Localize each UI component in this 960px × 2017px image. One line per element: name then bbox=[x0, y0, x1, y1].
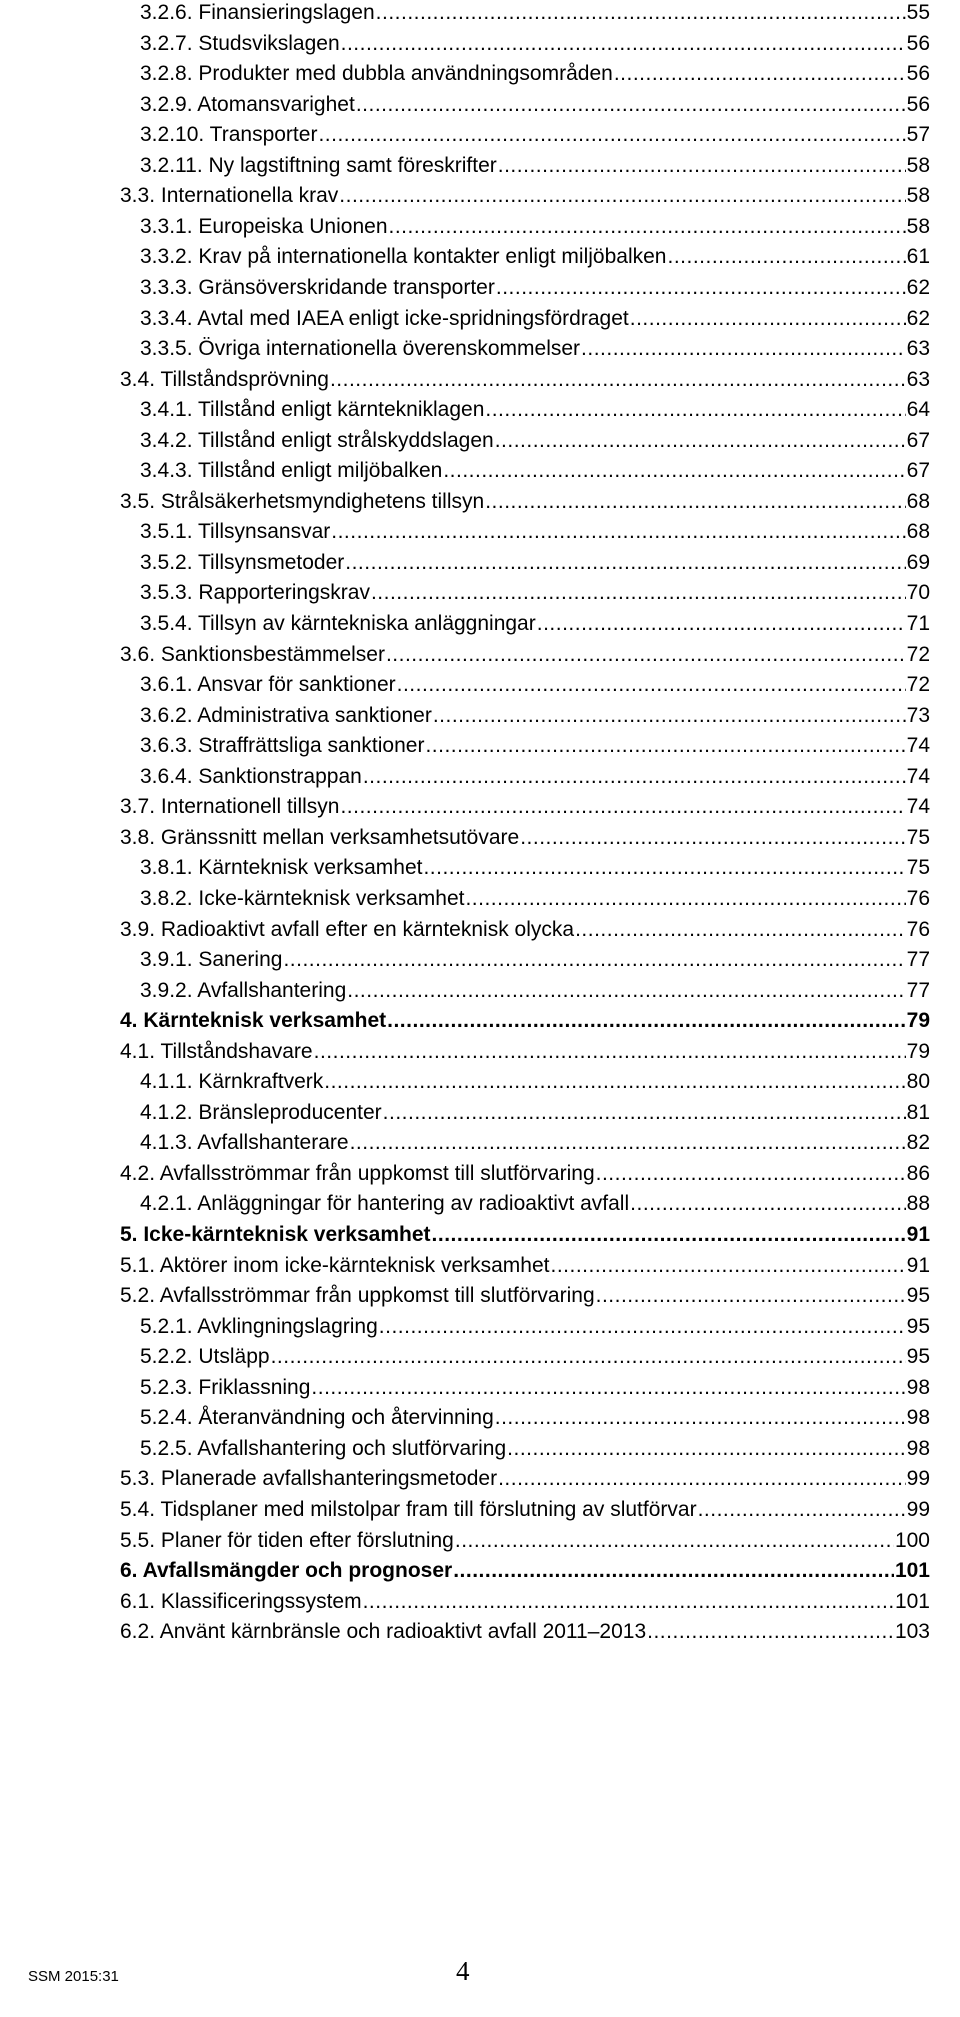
toc-entry-title: 3.4. Tillståndsprövning bbox=[120, 367, 329, 391]
toc-entry-title: 5.3. Planerade avfallshanteringsmetoder bbox=[120, 1467, 498, 1491]
toc-dot-leader bbox=[379, 1313, 906, 1341]
toc-dot-leader bbox=[575, 916, 906, 944]
toc-entry[interactable] bbox=[120, 488, 930, 516]
toc-entry-title: 3.9.1. Sanering bbox=[140, 948, 283, 972]
toc-entry[interactable] bbox=[120, 1038, 930, 1066]
toc-entry[interactable] bbox=[140, 335, 930, 363]
toc-dot-leader bbox=[498, 1465, 906, 1493]
toc-entry[interactable] bbox=[140, 152, 930, 180]
toc-entry-title: 3.3.4. Avtal med IAEA enligt icke-spridningsfördraget bbox=[140, 306, 629, 330]
toc-entry-page: 67 bbox=[906, 428, 930, 452]
toc-dot-leader bbox=[341, 30, 906, 58]
toc-entry[interactable] bbox=[140, 1068, 930, 1096]
toc-dot-leader bbox=[271, 1343, 906, 1371]
toc-entry-page: 63 bbox=[906, 367, 930, 391]
toc-entry[interactable] bbox=[140, 30, 930, 58]
toc-entry[interactable] bbox=[140, 1099, 930, 1127]
toc-entry[interactable] bbox=[140, 1404, 930, 1432]
toc-entry-page: 75 bbox=[906, 825, 930, 849]
toc-entry-page: 74 bbox=[906, 734, 930, 758]
toc-entry-page: 99 bbox=[906, 1467, 930, 1491]
toc-entry-page: 70 bbox=[906, 581, 930, 605]
toc-entry[interactable] bbox=[140, 274, 930, 302]
toc-entry-title: 5.2.2. Utsläpp bbox=[140, 1345, 270, 1369]
toc-entry-page: 81 bbox=[906, 1100, 930, 1124]
toc-entry-title: 3.6. Sanktionsbestämmelser bbox=[120, 642, 385, 666]
toc-dot-leader bbox=[363, 763, 906, 791]
toc-entry-title: 4.1. Tillståndshavare bbox=[120, 1039, 313, 1063]
toc-dot-leader bbox=[347, 977, 905, 1005]
toc-dot-leader bbox=[345, 549, 905, 577]
toc-dot-leader bbox=[485, 488, 905, 516]
toc-dot-leader bbox=[363, 1588, 894, 1616]
toc-entry-page: 68 bbox=[906, 520, 930, 544]
toc-entry-page: 98 bbox=[906, 1436, 930, 1460]
toc-entry-title: 5. Icke-kärnteknisk verksamhet bbox=[120, 1223, 431, 1246]
toc-dot-leader bbox=[614, 60, 906, 88]
toc-entry[interactable] bbox=[120, 1465, 930, 1493]
toc-entry-page: 74 bbox=[906, 764, 930, 788]
toc-entry-page: 62 bbox=[906, 306, 930, 330]
toc-entry[interactable] bbox=[120, 1252, 930, 1280]
toc-entry-page: 101 bbox=[894, 1589, 930, 1613]
toc-entry-page: 95 bbox=[906, 1314, 930, 1338]
toc-entry-page: 58 bbox=[906, 184, 930, 208]
toc-dot-leader bbox=[314, 1038, 906, 1066]
toc-entry[interactable] bbox=[140, 1190, 930, 1218]
toc-dot-leader bbox=[389, 213, 906, 241]
toc-entry-title: 4.1.1. Kärnkraftverk bbox=[140, 1070, 324, 1094]
toc-entry-title: 5.2.5. Avfallshantering och slutförvaring bbox=[140, 1436, 507, 1460]
toc-entry-page: 75 bbox=[906, 856, 930, 880]
toc-entry[interactable] bbox=[140, 243, 930, 271]
toc-entry-page: 58 bbox=[906, 214, 930, 238]
toc-entry-title: 4. Kärnteknisk verksamhet bbox=[120, 1009, 387, 1033]
toc-entry[interactable] bbox=[140, 763, 930, 791]
toc-dot-leader bbox=[356, 91, 906, 119]
toc-dot-leader bbox=[537, 610, 906, 638]
toc-dot-leader bbox=[581, 335, 906, 363]
toc-dot-leader bbox=[495, 427, 906, 455]
toc-entry-page: 73 bbox=[906, 703, 930, 727]
toc-dot-leader bbox=[630, 305, 906, 333]
toc-entry-title: 3.4.1. Tillstånd enligt kärntekniklagen bbox=[140, 398, 485, 422]
toc-entry-page: 56 bbox=[906, 31, 930, 55]
toc-entry-title: 3.8.2. Icke-kärnteknisk verksamhet bbox=[140, 886, 465, 910]
toc-entry-page: 63 bbox=[906, 337, 930, 361]
toc-dot-leader bbox=[311, 1374, 905, 1402]
toc-entry-title: 3.6.2. Administrativa sanktioner bbox=[140, 703, 432, 727]
toc-entry-page: 91 bbox=[906, 1223, 930, 1246]
toc-dot-leader bbox=[331, 518, 905, 546]
toc-entry-page: 64 bbox=[906, 398, 930, 422]
toc-entry-page: 57 bbox=[906, 123, 930, 147]
toc-entry-page: 79 bbox=[906, 1039, 930, 1063]
toc-entry[interactable] bbox=[140, 213, 930, 241]
toc-entry-page: 99 bbox=[906, 1497, 930, 1521]
toc-entry-title: 3.2.10. Transporter bbox=[140, 123, 318, 147]
toc-dot-leader bbox=[485, 396, 905, 424]
toc-entry-title: 4.1.3. Avfallshanterare bbox=[140, 1131, 349, 1155]
toc-dot-leader bbox=[433, 702, 906, 730]
toc-dot-leader bbox=[507, 1435, 905, 1463]
toc-entry[interactable] bbox=[140, 885, 930, 913]
toc-entry-title: 3.2.8. Produkter med dubbla användningsområden bbox=[140, 62, 613, 86]
toc-entry[interactable] bbox=[120, 1496, 930, 1524]
toc-entry[interactable] bbox=[120, 916, 930, 944]
toc-entry-title: 3.4.3. Tillstånd enligt miljöbalken bbox=[140, 459, 443, 483]
toc-entry[interactable] bbox=[140, 732, 930, 760]
toc-dot-leader bbox=[647, 1618, 894, 1646]
toc-entry-page: 98 bbox=[906, 1406, 930, 1430]
toc-entry-page: 101 bbox=[894, 1559, 930, 1583]
toc-dot-leader bbox=[596, 1160, 906, 1188]
toc-entry-page: 67 bbox=[906, 459, 930, 483]
toc-entry-page: 68 bbox=[906, 489, 930, 513]
toc-entry[interactable] bbox=[140, 1435, 930, 1463]
toc-entry-page: 95 bbox=[906, 1345, 930, 1369]
toc-entry[interactable] bbox=[140, 1313, 930, 1341]
toc-entry-page: 88 bbox=[906, 1192, 930, 1216]
toc-entry[interactable] bbox=[140, 0, 930, 27]
toc-dot-leader bbox=[425, 732, 905, 760]
toc-entry-page: 56 bbox=[906, 92, 930, 116]
toc-entry[interactable] bbox=[140, 854, 930, 882]
toc-entry-title: 4.2. Avfallsströmmar från uppkomst till slutförvaring bbox=[120, 1161, 595, 1185]
toc-dot-leader bbox=[551, 1252, 906, 1280]
toc-entry[interactable] bbox=[140, 427, 930, 455]
toc-entry[interactable] bbox=[140, 1374, 930, 1402]
toc-entry[interactable] bbox=[140, 305, 930, 333]
toc-dot-leader bbox=[283, 946, 905, 974]
toc-entry[interactable] bbox=[120, 1221, 930, 1249]
toc-entry-page: 80 bbox=[906, 1070, 930, 1094]
toc-entry-title: 3.5.1. Tillsynsansvar bbox=[140, 520, 331, 544]
toc-entry[interactable] bbox=[140, 671, 930, 699]
toc-entry-title: 3.3.1. Europeiska Unionen bbox=[140, 214, 388, 238]
toc-entry-title: 5.2.4. Återanvändning och återvinning bbox=[140, 1406, 494, 1430]
toc-entry[interactable] bbox=[120, 641, 930, 669]
toc-entry[interactable] bbox=[140, 1129, 930, 1157]
toc-entry[interactable] bbox=[140, 579, 930, 607]
toc-entry[interactable] bbox=[140, 396, 930, 424]
toc-entry-title: 3.5.4. Tillsyn av kärntekniska anläggningar bbox=[140, 612, 536, 635]
toc-entry-page: 69 bbox=[906, 550, 930, 574]
toc-entry[interactable] bbox=[140, 702, 930, 730]
toc-entry[interactable] bbox=[140, 121, 930, 149]
toc-entry[interactable] bbox=[120, 1588, 930, 1616]
toc-entry-page: 55 bbox=[906, 1, 930, 24]
toc-dot-leader bbox=[630, 1190, 905, 1218]
toc-dot-leader bbox=[350, 1129, 906, 1157]
toc-entry-page: 72 bbox=[906, 673, 930, 697]
toc-dot-leader bbox=[330, 366, 906, 394]
toc-entry-title: 3.3.5. Övriga internationella överenskommelser bbox=[140, 337, 581, 361]
toc-entry-page: 95 bbox=[906, 1284, 930, 1308]
toc-entry[interactable] bbox=[120, 824, 930, 852]
toc-dot-leader bbox=[443, 457, 905, 485]
toc-dot-leader bbox=[698, 1496, 906, 1524]
toc-dot-leader bbox=[376, 0, 906, 27]
toc-dot-leader bbox=[667, 243, 905, 271]
toc-entry[interactable] bbox=[120, 366, 930, 394]
toc-entry-title: 3.6.4. Sanktionstrappan bbox=[140, 764, 362, 788]
toc-entry-title: 3.6.1. Ansvar för sanktioner bbox=[140, 673, 396, 697]
toc-entry-title: 3.2.6. Finansieringslagen bbox=[140, 1, 375, 24]
toc-entry-page: 86 bbox=[906, 1161, 930, 1185]
toc-entry-title: 3.6.3. Straffrättsliga sanktioner bbox=[140, 734, 425, 758]
toc-entry-page: 103 bbox=[894, 1620, 930, 1644]
toc-entry-title: 5.2.3. Friklassning bbox=[140, 1375, 311, 1399]
toc-entry-title: 5.5. Planer för tiden efter förslutning bbox=[120, 1528, 454, 1552]
toc-entry[interactable] bbox=[140, 610, 930, 638]
toc-entry[interactable] bbox=[120, 1618, 930, 1646]
toc-dot-leader bbox=[386, 641, 906, 669]
toc-entry-title: 3.2.7. Studsvikslagen bbox=[140, 31, 340, 55]
toc-dot-leader bbox=[520, 824, 905, 852]
toc-entry-title: 3.3.2. Krav på internationella kontakter enligt miljöbalken bbox=[140, 245, 667, 269]
toc-entry-page: 58 bbox=[906, 153, 930, 177]
toc-entry-page: 100 bbox=[894, 1528, 930, 1552]
toc-entry-title: 5.2.1. Avklingningslagring bbox=[140, 1314, 378, 1338]
toc-entry[interactable] bbox=[120, 793, 930, 821]
toc-entry-title: 5.1. Aktörer inom icke-kärnteknisk verksamhet bbox=[120, 1253, 550, 1277]
toc-entry-page: 91 bbox=[906, 1253, 930, 1277]
toc-entry-page: 79 bbox=[906, 1009, 930, 1033]
page-number: 4 bbox=[456, 1956, 470, 1986]
toc-entry-page: 61 bbox=[906, 245, 930, 269]
toc-entry-title: 6.1. Klassificeringssystem bbox=[120, 1589, 362, 1613]
toc-entry-title: 3.8.1. Kärnteknisk verksamhet bbox=[140, 856, 423, 880]
toc-entry-title: 3.9. Radioaktivt avfall efter en kärnteknisk olycka bbox=[120, 917, 575, 941]
toc-entry[interactable] bbox=[140, 549, 930, 577]
toc-entry-page: 56 bbox=[906, 62, 930, 86]
toc-dot-leader bbox=[596, 1282, 906, 1310]
toc-dot-leader bbox=[455, 1527, 894, 1555]
toc-dot-leader bbox=[423, 854, 905, 882]
toc-entry-page: 71 bbox=[906, 612, 930, 635]
toc-entry-title: 5.2. Avfallsströmmar från uppkomst till slutförvaring bbox=[120, 1284, 595, 1308]
toc-entry-page: 74 bbox=[906, 795, 930, 819]
toc-entry[interactable] bbox=[120, 1160, 930, 1188]
toc-dot-leader bbox=[318, 121, 905, 149]
toc-entry[interactable] bbox=[140, 457, 930, 485]
toc-dot-leader bbox=[498, 152, 906, 180]
toc-entry[interactable] bbox=[140, 518, 930, 546]
toc-dot-leader bbox=[371, 579, 906, 607]
toc-entry-title: 3.7. Internationell tillsyn bbox=[120, 795, 340, 819]
toc-entry-title: 3.5.2. Tillsynsmetoder bbox=[140, 550, 345, 574]
toc-entry-page: 82 bbox=[906, 1131, 930, 1155]
toc-entry-title: 3.2.9. Atomansvarighet bbox=[140, 92, 355, 116]
toc-entry-page: 72 bbox=[906, 642, 930, 666]
toc-entry[interactable] bbox=[120, 1527, 930, 1555]
toc-entry-page: 77 bbox=[906, 978, 930, 1002]
toc-entry-page: 77 bbox=[906, 948, 930, 972]
toc-dot-leader bbox=[339, 182, 905, 210]
toc-entry[interactable] bbox=[140, 60, 930, 88]
toc-dot-leader bbox=[383, 1099, 906, 1127]
toc-dot-leader bbox=[496, 274, 906, 302]
toc-dot-leader bbox=[432, 1221, 906, 1249]
toc-entry-title: 3.3.3. Gränsöverskridande transporter bbox=[140, 275, 495, 299]
report-id: SSM 2015:31 bbox=[28, 1968, 119, 1985]
toc-dot-leader bbox=[453, 1557, 894, 1585]
toc-entry-title: 3.9.2. Avfallshantering bbox=[140, 978, 347, 1002]
toc-entry[interactable] bbox=[120, 1282, 930, 1310]
toc-entry-title: 3.8. Gränssnitt mellan verksamhetsutövare bbox=[120, 825, 520, 849]
toc-entry-title: 3.5.3. Rapporteringskrav bbox=[140, 581, 370, 605]
toc-dot-leader bbox=[397, 671, 906, 699]
toc-entry-title: 5.4. Tidsplaner med milstolpar fram till förslutning av slutförvar bbox=[120, 1497, 697, 1521]
toc-dot-leader bbox=[465, 885, 905, 913]
toc-entry-page: 62 bbox=[906, 275, 930, 299]
toc-entry-title: 3.3. Internationella krav bbox=[120, 184, 339, 208]
toc-dot-leader bbox=[495, 1404, 906, 1432]
toc-dot-leader bbox=[324, 1068, 905, 1096]
toc-entry-page: 76 bbox=[906, 886, 930, 910]
toc-entry-title: 4.2.1. Anläggningar för hantering av radioaktivt avfall bbox=[140, 1192, 630, 1216]
toc-entry-title: 6.2. Använt kärnbränsle och radioaktivt avfall 2011–2013 bbox=[120, 1620, 647, 1644]
toc-entry-title: 4.1.2. Bränsleproducenter bbox=[140, 1100, 382, 1124]
toc-entry[interactable] bbox=[140, 977, 930, 1005]
toc-dot-leader bbox=[387, 1007, 906, 1035]
toc-dot-leader bbox=[340, 793, 905, 821]
toc-entry-title: 3.4.2. Tillstånd enligt strålskyddslagen bbox=[140, 428, 494, 452]
toc-entry[interactable] bbox=[140, 1343, 930, 1371]
toc-entry[interactable] bbox=[120, 1557, 930, 1585]
toc-entry-title: 3.2.11. Ny lagstiftning samt föreskrifter bbox=[140, 153, 497, 177]
toc-entry[interactable] bbox=[140, 946, 930, 974]
toc-entry[interactable] bbox=[120, 182, 930, 210]
toc-entry-title: 6. Avfallsmängder och prognoser bbox=[120, 1559, 453, 1583]
toc-entry-page: 76 bbox=[906, 917, 930, 941]
toc-entry[interactable] bbox=[120, 1007, 930, 1035]
toc-entry-page: 98 bbox=[906, 1375, 930, 1399]
toc-entry[interactable] bbox=[140, 91, 930, 119]
toc-entry-title: 3.5. Strålsäkerhetsmyndighetens tillsyn bbox=[120, 489, 485, 513]
